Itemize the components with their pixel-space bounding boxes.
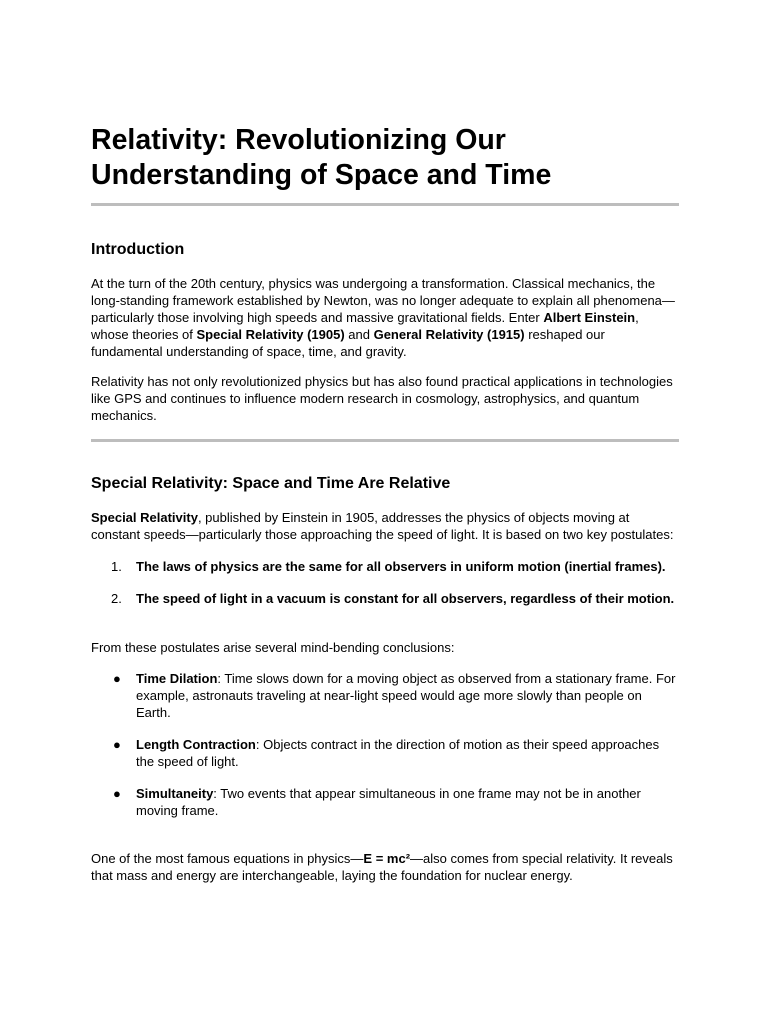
special-paragraph-1: [91, 509, 679, 543]
conclusions-intro: From these postulates arise several mind-bending conclusions:: [91, 640, 455, 655]
equation-emc2: E = mc²: [363, 851, 411, 866]
equation-paragraph: [91, 850, 679, 884]
conclusion-item: [91, 736, 679, 770]
postulates-list: [91, 558, 679, 607]
intro-paragraph-2: Relativity has not only revolutionized physics but has also found practical applications in technologies like GPS and continues to influence modern research in cosmology, astrophysics, and quantum mechanics.: [91, 374, 673, 423]
conclusions-list: [91, 670, 679, 819]
conclusion-term: Simultaneity: [136, 786, 214, 801]
postulate-text: The laws of physics are the same for all observers in uniform motion (inertial frames).: [136, 559, 666, 574]
special-relativity-heading: Special Relativity: Space and Time Are Relative: [91, 475, 451, 492]
conclusion-term: Time Dilation: [136, 671, 218, 686]
special-p1-text: , published by Einstein in 1905, addresses the physics of objects moving at constant speeds—particularly those approaching the speed of light. It is based on two key postulates:: [91, 510, 674, 542]
title-line-1: Relativity: Revolutionizing Our: [91, 124, 506, 156]
intro-divider: [91, 439, 679, 442]
title-line-2: Understanding of Space and Time: [91, 159, 552, 191]
general-relativity-bold: General Relativity (1915): [373, 327, 525, 342]
intro-p1-text-c: , whose theories of: [91, 310, 639, 342]
bullet-icon: ●: [113, 737, 121, 752]
intro-paragraph-1: [91, 275, 679, 360]
title-divider: [91, 203, 679, 206]
intro-heading: Introduction: [91, 241, 185, 258]
conclusion-term: Length Contraction: [136, 737, 256, 752]
postulate-item: [91, 590, 679, 607]
bullet-icon: ●: [113, 786, 121, 801]
einstein-name: Albert Einstein: [543, 310, 636, 325]
postulate-item: [91, 558, 679, 575]
conclusion-text: : Two events that appear simultaneous in one frame may not be in another moving frame.: [136, 786, 641, 818]
special-relativity-bold: Special Relativity (1905): [196, 327, 345, 342]
page-title: [91, 123, 679, 193]
intro-p1-text-a: At the turn of the 20th century, physics was undergoing a transformation. Classical mechanics, the long-standing framework established by Newton, was no longer adequate to explain all phenomena—particularly those involving high speeds and massive gravitational fields. Enter: [91, 276, 675, 325]
special-relativity-term: Special Relativity: [91, 510, 198, 525]
document-content: [91, 123, 679, 884]
equation-text-c: —also comes from special relativity. It reveals that mass and energy are interchangeable, laying the foundation for nuclear energy.: [91, 851, 673, 883]
postulate-number: 2.: [111, 591, 122, 606]
conclusion-item: [91, 670, 679, 721]
bullet-icon: ●: [113, 671, 121, 686]
conclusion-text: : Objects contract in the direction of motion as their speed approaches the speed of light.: [136, 737, 660, 769]
intro-p1-text-e: reshaped our fundamental understanding of space, time, and gravity.: [91, 327, 605, 359]
conclusion-text: : Time slows down for a moving object as observed from a stationary frame. For example, astronauts traveling at near-light speed would age more slowly than people on Earth.: [136, 671, 676, 720]
intro-p1-text-d: and: [344, 327, 374, 342]
conclusion-item: [91, 785, 679, 819]
equation-text-a: One of the most famous equations in physics—: [91, 851, 364, 866]
postulate-text: The speed of light in a vacuum is constant for all observers, regardless of their motion.: [136, 591, 675, 606]
postulate-number: 1.: [111, 559, 122, 574]
